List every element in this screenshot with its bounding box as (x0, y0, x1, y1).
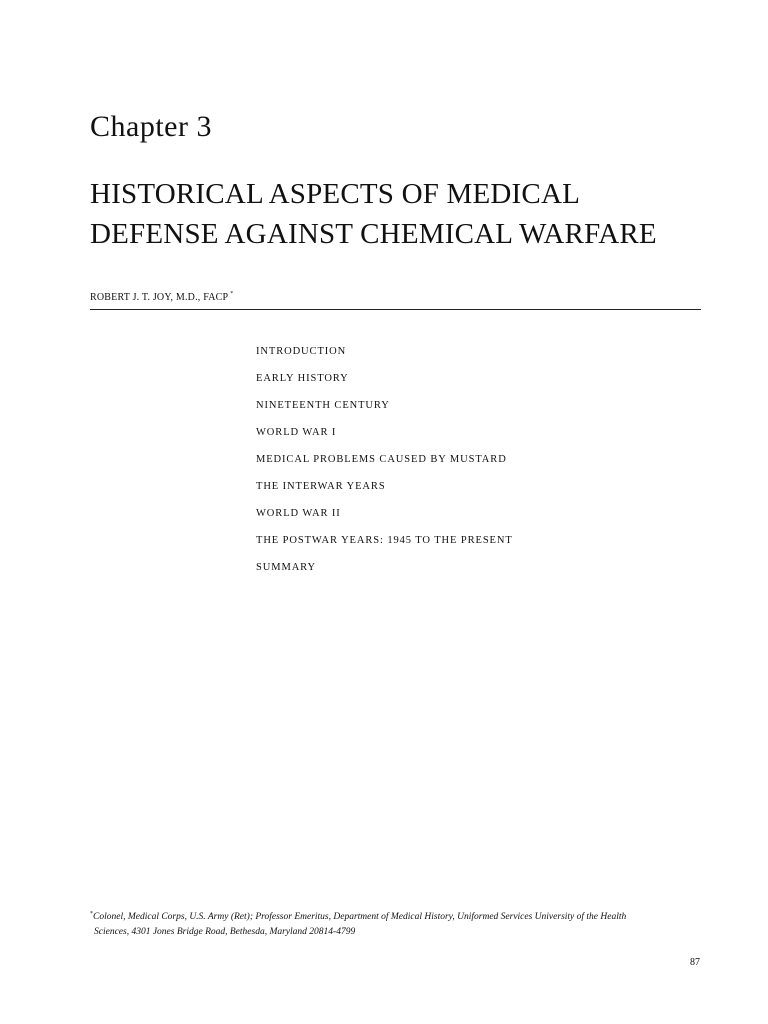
toc-item: THE POSTWAR YEARS: 1945 TO THE PRESENT (256, 535, 513, 546)
toc-item: EARLY HISTORY (256, 373, 349, 384)
toc-item: WORLD WAR II (256, 508, 341, 519)
chapter-title-line-1: HISTORICAL ASPECTS OF MEDICAL (90, 178, 581, 210)
footnote-line-2: Sciences, 4301 Jones Bridge Road, Bethesda, Maryland 20814-4799 (94, 927, 356, 937)
author-name: ROBERT J. T. JOY, M.D., FACP (90, 292, 229, 303)
chapter-title (90, 174, 730, 254)
author-footnote-marker: * (230, 291, 234, 297)
header-divider (90, 309, 701, 310)
author-byline (90, 291, 233, 303)
toc-item: NINETEENTH CENTURY (256, 400, 390, 411)
toc-item: WORLD WAR I (256, 427, 337, 438)
chapter-title-line-2: DEFENSE AGAINST CHEMICAL WARFARE (90, 218, 657, 250)
toc-item: INTRODUCTION (256, 346, 347, 357)
page-number: 87 (690, 957, 700, 968)
author-footnote (90, 907, 710, 940)
chapter-label: Chapter 3 (90, 110, 212, 143)
footnote-line-1: Colonel, Medical Corps, U.S. Army (Ret); Professor Emeritus, Department of Medical History, Uniformed Services University of the Health (93, 912, 627, 922)
chapter-contents-list (256, 346, 513, 589)
toc-item: THE INTERWAR YEARS (256, 481, 386, 492)
toc-item: MEDICAL PROBLEMS CAUSED BY MUSTARD (256, 454, 507, 465)
toc-item: SUMMARY (256, 562, 316, 573)
footnote-marker: * (90, 911, 93, 917)
